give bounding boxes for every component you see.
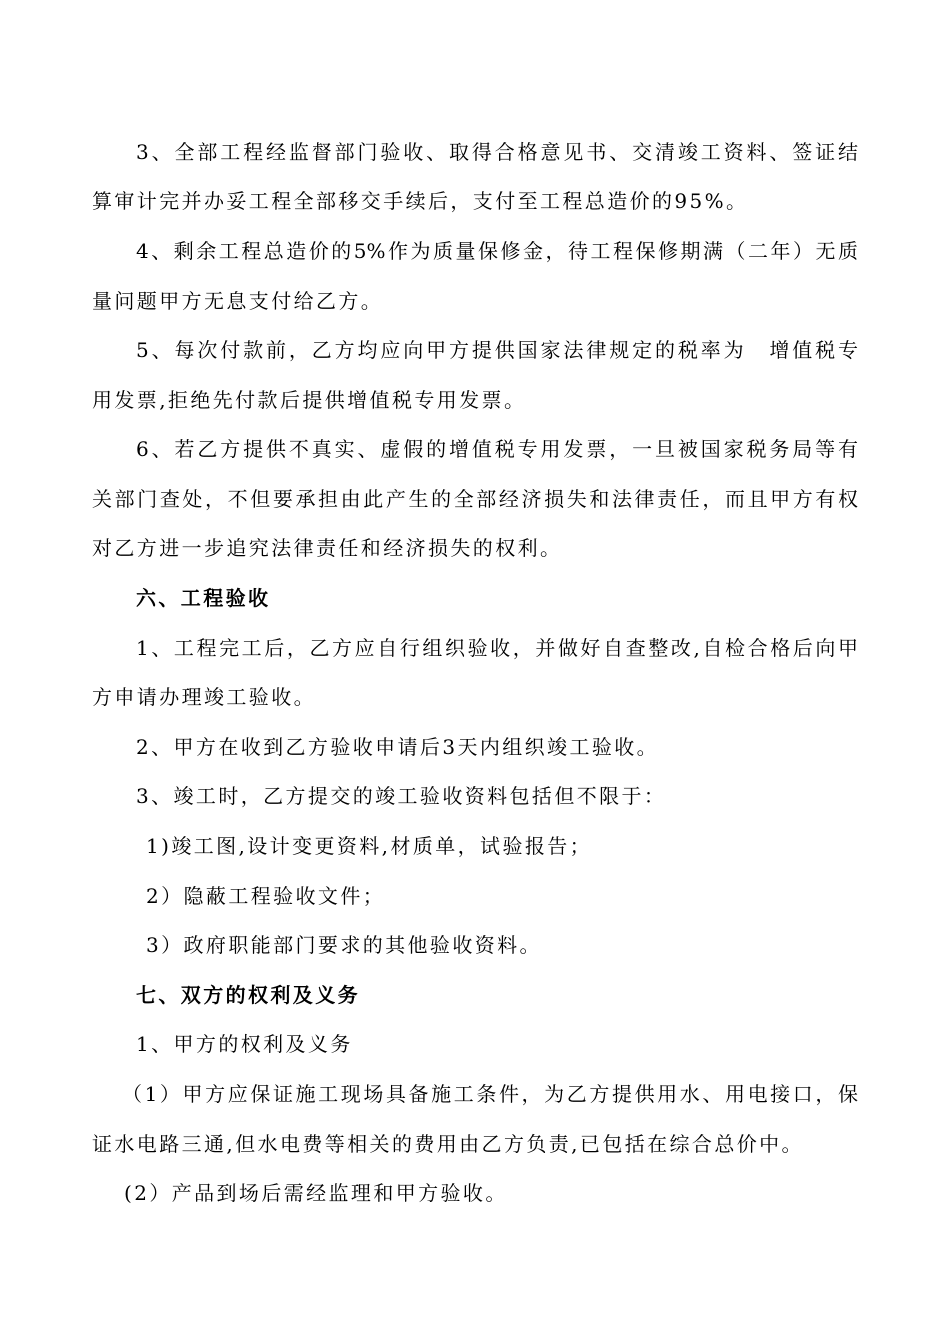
paragraph-line: 算审计完并办妥工程全部移交手续后，支付至工程总造价的95%。 (92, 189, 749, 213)
paragraph-line: 方申请办理竣工验收。 (92, 685, 316, 709)
paragraph-line: 3、竣工时，乙方提交的竣工验收资料包括但不限于： (136, 784, 667, 808)
paragraph-line: 5、每次付款前，乙方均应向甲方提供国家法律规定的税率为 增值税专 (136, 338, 858, 362)
paragraph-line: 6、若乙方提供不真实、虚假的增值税专用发票，一旦被国家税务局等有 (136, 437, 858, 461)
paragraph-line: 1、工程完工后，乙方应自行组织验收，并做好自查整改,自检合格后向甲 (136, 636, 858, 660)
paragraph-line: 证水电路三通,但水电费等相关的费用由乙方负责,已包括在综合总价中。 (92, 1132, 804, 1156)
list-item: 3）政府职能部门要求的其他验收资料。 (146, 933, 542, 957)
list-item: 2）隐蔽工程验收文件； (146, 884, 386, 908)
section-heading: 六、工程验收 (136, 586, 271, 610)
paragraph-line: （1）甲方应保证施工现场具备施工条件，为乙方提供用水、用电接口，保 (122, 1082, 858, 1106)
section-heading: 七、双方的权利及义务 (136, 983, 360, 1007)
paragraph-line: 量问题甲方无息支付给乙方。 (92, 289, 384, 313)
paragraph-line: 4、剩余工程总造价的5%作为质量保修金，待工程保修期满（二年）无质 (136, 239, 858, 263)
list-item: 1)竣工图,设计变更资料,材质单，试验报告； (146, 834, 593, 858)
paragraph-line: 2、甲方在收到乙方验收申请后3天内组织竣工验收。 (136, 735, 660, 759)
paragraph-line: 3、全部工程经监督部门验收、取得合格意见书、交清竣工资料、签证结 (136, 140, 858, 164)
paragraph-line: 关部门查处，不但要承担由此产生的全部经济损失和法律责任，而且甲方有权 (92, 487, 858, 511)
paragraph-line: 对乙方进一步追究法律责任和经济损失的权利。 (92, 536, 563, 560)
paragraph-line: 1、甲方的权利及义务 (136, 1032, 353, 1056)
paragraph-line: 用发票,拒绝先付款后提供增值税专用发票。 (92, 388, 527, 412)
paragraph-line: (2）产品到场后需经监理和甲方验收。 (124, 1181, 508, 1205)
